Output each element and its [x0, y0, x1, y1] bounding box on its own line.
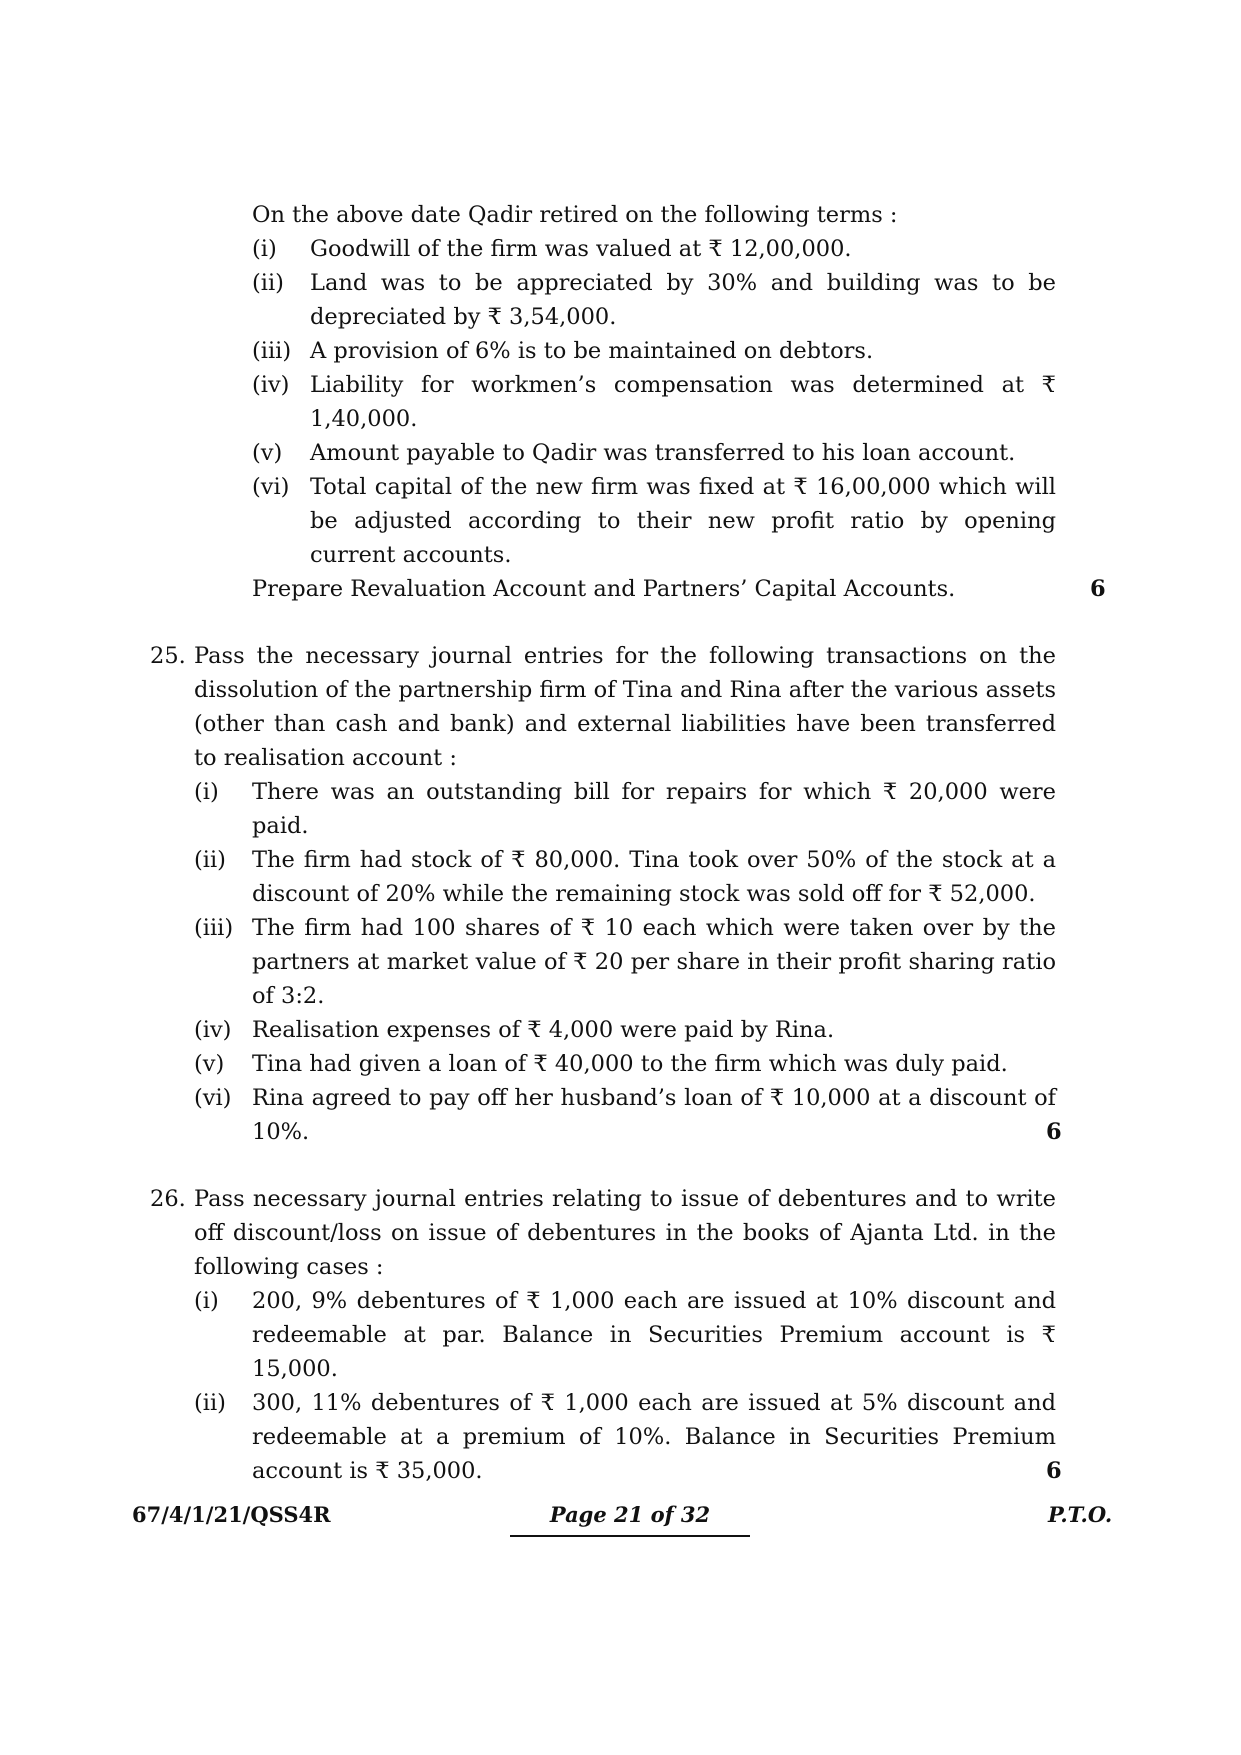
item-number: (ii)	[194, 847, 226, 873]
item-text: There was an outstanding bill for repairs for which ₹ 20,000 were paid.	[252, 779, 1056, 839]
q26-cases-list	[194, 1284, 1062, 1488]
item-text: Land was to be appreciated by 30% and building was to be depreciated by ₹ 3,54,000.	[310, 270, 1056, 330]
list-item	[194, 1284, 1056, 1386]
list-item	[194, 843, 1056, 911]
page-content	[150, 198, 1110, 1488]
list-item	[194, 1081, 1062, 1149]
item-number: (i)	[252, 236, 277, 262]
q24-instruction: Prepare Revaluation Account and Partners’ Capital Accounts.	[252, 576, 956, 602]
question-stem: Pass necessary journal entries relating to issue of debentures and to write off discount/loss on issue of debentures in the books of Ajanta Ltd. in the following cases :	[194, 1186, 1056, 1280]
item-text: Liability for workmen’s compensation was determined at ₹ 1,40,000.	[310, 372, 1056, 432]
list-item	[252, 334, 1056, 368]
item-number: (vi)	[252, 474, 290, 500]
item-text: A provision of 6% is to be maintained on debtors.	[310, 338, 874, 364]
item-text: 200, 9% debentures of ₹ 1,000 each are issued at 10% discount and redeemable at par. Balance in Securities Premium account is ₹ 15,000.	[252, 1288, 1056, 1382]
paper-code: 67/4/1/21/QSS4R	[132, 1502, 331, 1527]
please-turn-over: P.T.O.	[1048, 1502, 1113, 1527]
q24-instruction-line	[252, 572, 1106, 606]
item-number: (ii)	[252, 270, 284, 296]
item-number: (i)	[194, 779, 219, 805]
question-number: 25.	[150, 643, 186, 669]
list-item	[252, 266, 1056, 334]
item-text: 300, 11% debentures of ₹ 1,000 each are issued at 5% discount and redeemable at a premium of 10%. Balance in Securities Premium account is ₹ 35,000.	[252, 1390, 1056, 1484]
question-body	[194, 639, 1062, 1149]
question-26	[150, 1182, 1110, 1488]
item-text: Realisation expenses of ₹ 4,000 were paid by Rina.	[252, 1017, 835, 1043]
q26-marks: 6	[1046, 1458, 1062, 1484]
item-number: (iv)	[194, 1017, 232, 1043]
question-25	[150, 639, 1110, 1149]
item-text: Total capital of the new firm was fixed at ₹ 16,00,000 which will be adjusted according to their new profit ratio by opening current accounts.	[310, 474, 1056, 568]
item-text: Amount payable to Qadir was transferred to his loan account.	[310, 440, 1016, 466]
list-item	[252, 368, 1056, 436]
list-item	[194, 775, 1056, 843]
item-number: (i)	[194, 1288, 219, 1314]
item-text: Rina agreed to pay off her husband’s loan of ₹ 10,000 at a discount of 10%.	[252, 1085, 1056, 1145]
item-number: (v)	[252, 440, 283, 466]
question-number: 26.	[150, 1186, 186, 1212]
item-number: (iv)	[252, 372, 290, 398]
item-number: (iii)	[194, 915, 234, 941]
question-stem: Pass the necessary journal entries for the following transactions on the dissolution of the partnership firm of Tina and Rina after the various assets (other than cash and bank) and external liabilities have been transferred to realisation account :	[194, 643, 1056, 771]
page-number-underline	[510, 1535, 750, 1537]
item-text: The firm had 100 shares of ₹ 10 each which were taken over by the partners at market value of ₹ 20 per share in their profit sharing ratio of 3:2.	[252, 915, 1056, 1009]
question-body	[194, 1182, 1062, 1488]
list-item	[194, 1047, 1056, 1081]
list-item	[252, 470, 1056, 572]
item-text: Goodwill of the firm was valued at ₹ 12,00,000.	[310, 236, 852, 262]
q24-terms-list	[252, 232, 1056, 572]
item-number: (v)	[194, 1051, 225, 1077]
item-text: Tina had given a loan of ₹ 40,000 to the firm which was duly paid.	[252, 1051, 1008, 1077]
q25-transactions-list	[194, 775, 1062, 1149]
q25-marks: 6	[1046, 1119, 1062, 1145]
list-item	[194, 1013, 1056, 1047]
item-number: (ii)	[194, 1390, 226, 1416]
q24-intro: On the above date Qadir retired on the following terms :	[252, 202, 898, 228]
item-text: The firm had stock of ₹ 80,000. Tina took over 50% of the stock at a discount of 20% while the remaining stock was sold off for ₹ 52,000.	[252, 847, 1056, 907]
q24-marks: 6	[1090, 576, 1106, 602]
item-number: (vi)	[194, 1085, 232, 1111]
list-item	[194, 911, 1056, 1013]
item-number: (iii)	[252, 338, 292, 364]
list-item	[252, 436, 1056, 470]
list-item	[194, 1386, 1062, 1488]
page-number: Page 21 of 32	[549, 1502, 711, 1527]
list-item	[252, 232, 1056, 266]
